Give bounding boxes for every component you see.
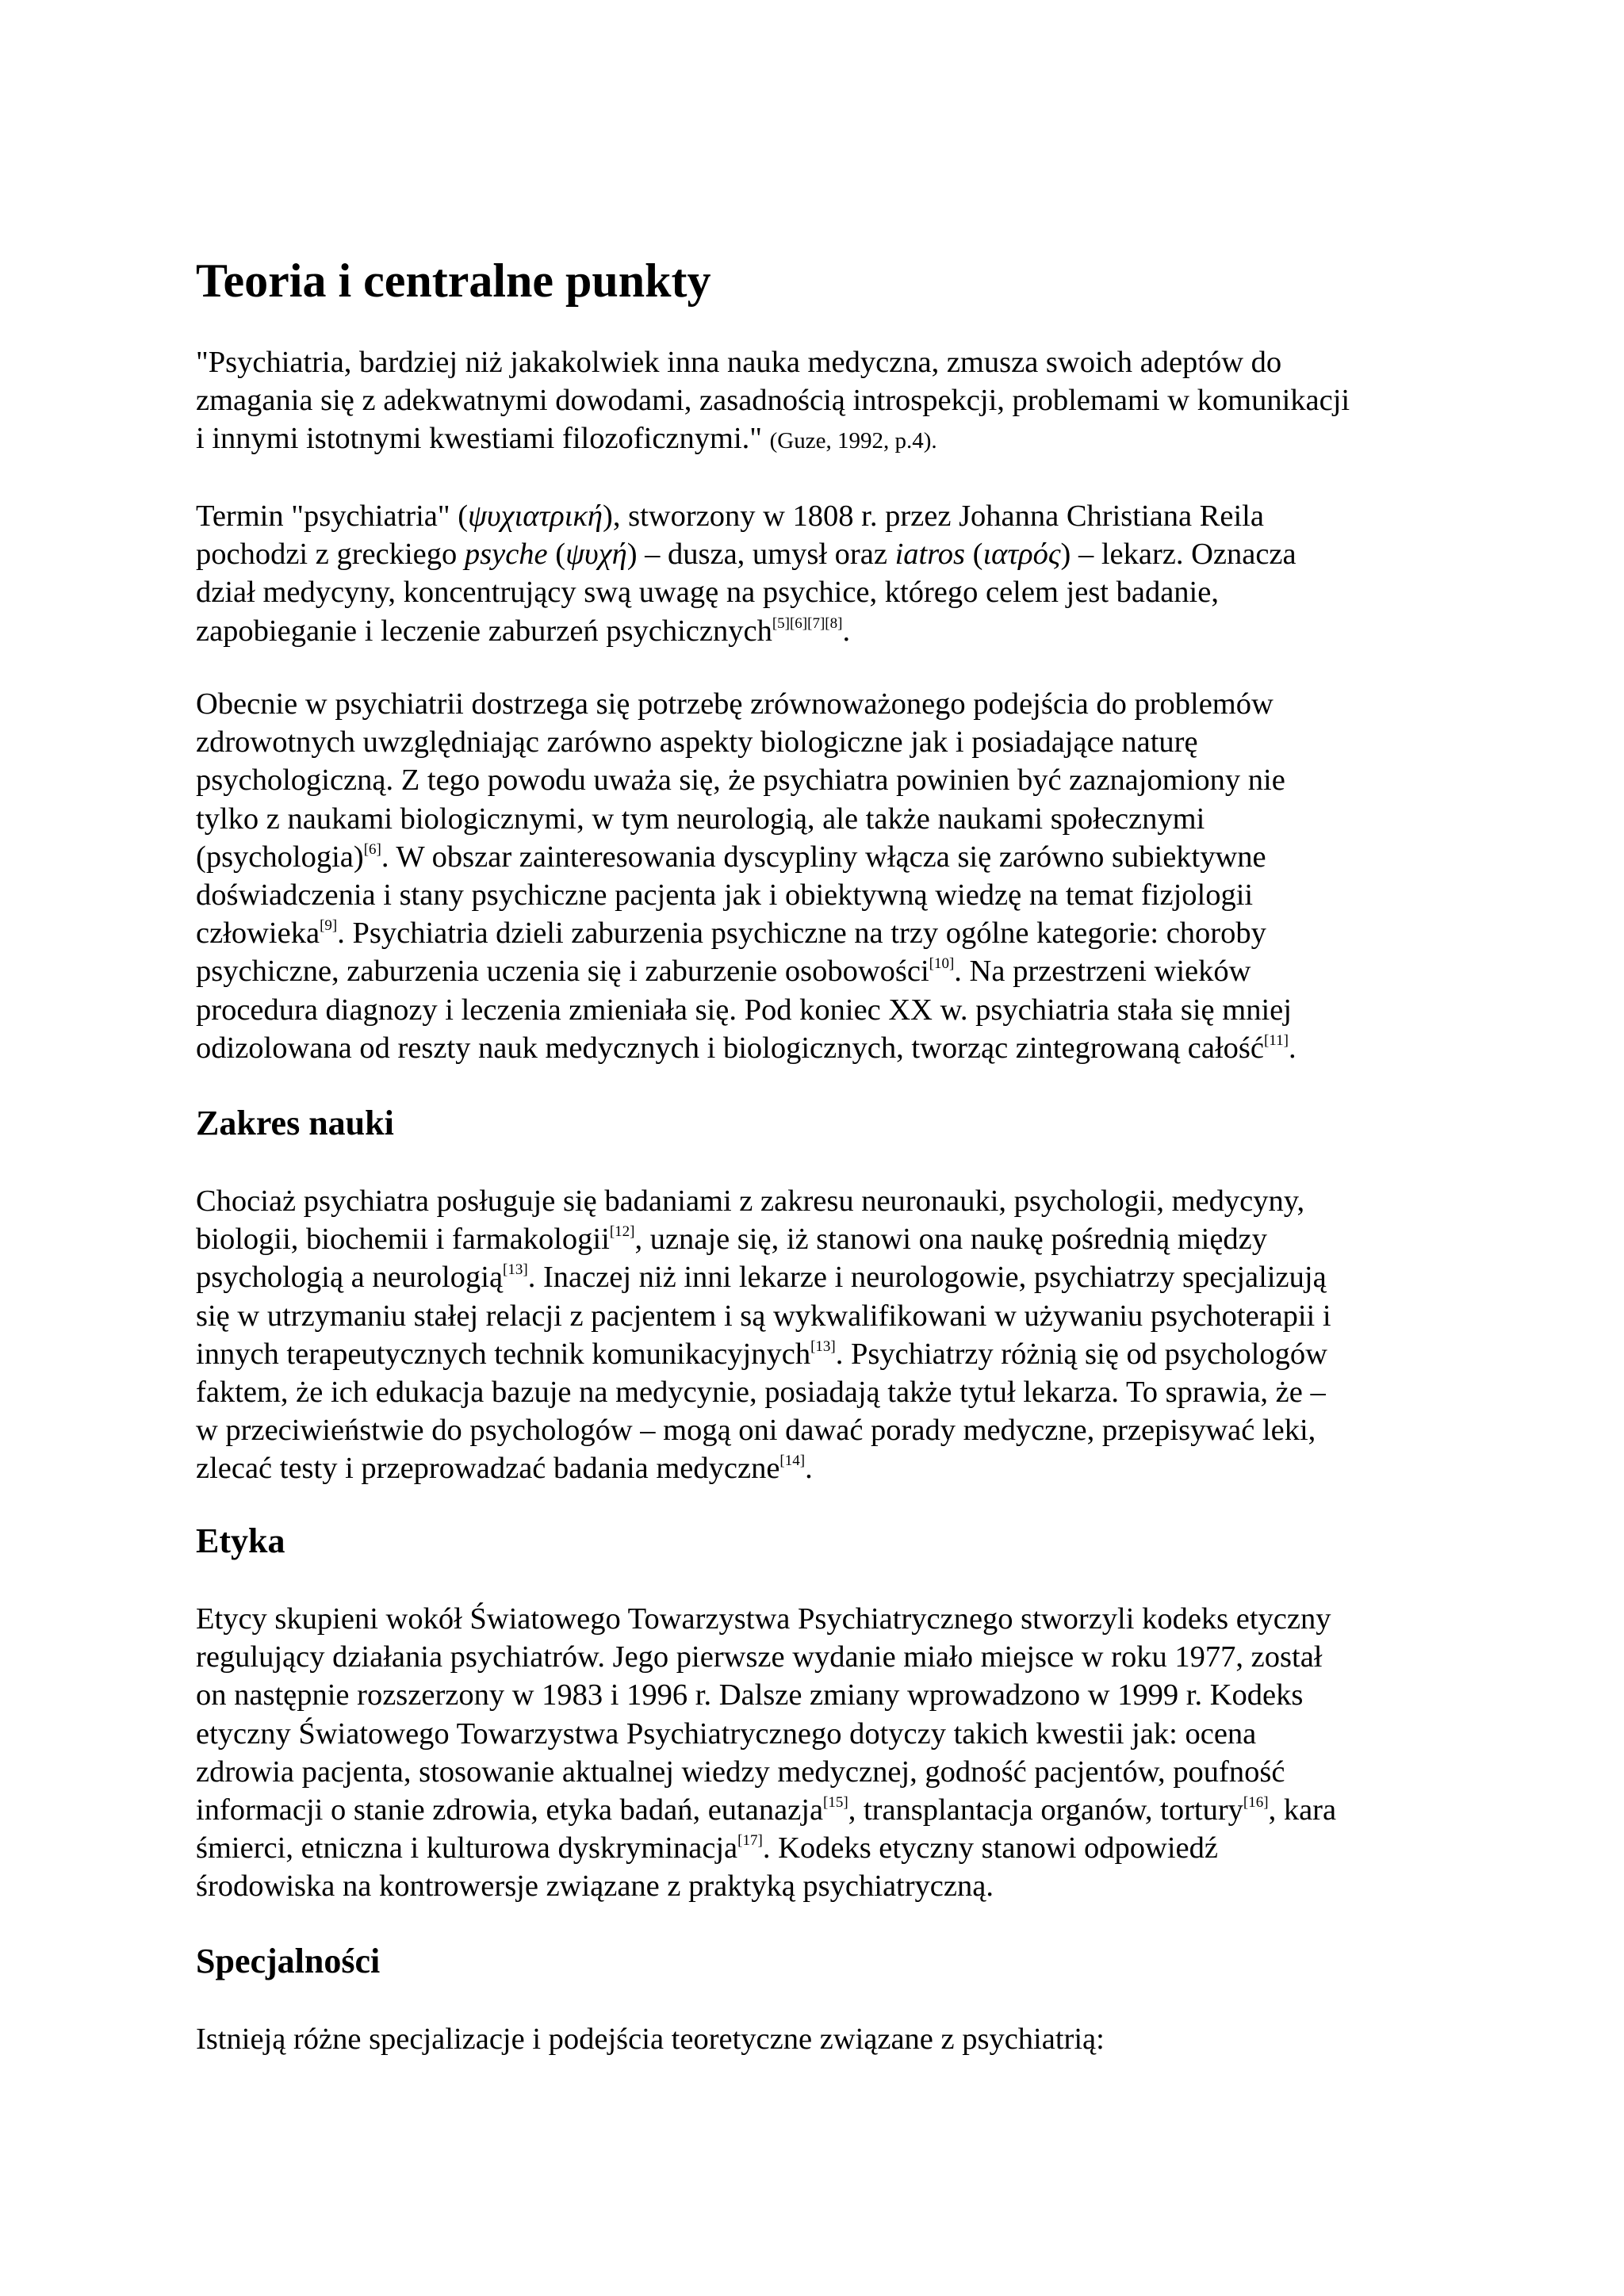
text-run: człowieka (196, 916, 320, 951)
term-paragraph (196, 497, 1449, 650)
text-line: "Psychiatria, bardziej niż jakakolwiek inna nauka medyczna, zmusza swoich adeptów do (196, 346, 1282, 379)
text-run: . (842, 614, 851, 648)
text-line: zdrowotnych uwzględniając zarówno aspekty biologiczne jak i posiadające naturę (196, 725, 1198, 760)
text-run: odizolowana od reszty nauk medycznych i biologicznych, tworząc zintegrowaną całość (196, 1031, 1264, 1065)
text-line: Obecnie w psychiatrii dostrzega się potrzebę zrównoważonego podejścia do problemów (196, 687, 1274, 721)
text-run: , transplantacja organów, tortury (848, 1793, 1243, 1827)
text-line (196, 612, 1449, 650)
reference-link[interactable]: [11] (1263, 1031, 1289, 1049)
text-line (196, 535, 1449, 573)
citation: (Guze, 1992, p.4) (769, 428, 932, 454)
reference-link[interactable]: [15] (823, 1794, 848, 1812)
section-heading-specjalnosci: Specjalności (196, 1942, 381, 1980)
reference-link[interactable]: [16] (1243, 1794, 1269, 1812)
text-run: ( (547, 538, 566, 572)
text-line: Istnieją różne specjalizacje i podejścia teoretyczne związane z psychiatrią: (196, 2022, 1105, 2056)
text-run: innych terapeutycznych technik komunikacyjnych (196, 1337, 811, 1371)
text-line: psychologiczną. Z tego powodu uważa się, że psychiatra powinien być zaznajomiony nie (196, 763, 1285, 798)
reference-link[interactable]: [13] (810, 1337, 836, 1355)
reference-link[interactable]: [14] (779, 1452, 806, 1470)
text-run: ) – lekarz. Oznacza (1060, 538, 1297, 572)
text-run: ( (965, 538, 983, 572)
text-line: faktem, że ich edukacja bazuje na medycynie, posiadają także tytuł lekarza. To sprawia, że – (196, 1376, 1326, 1410)
text-line (196, 1335, 1449, 1373)
text-run: , kara (1268, 1793, 1337, 1827)
text-line: w przeciwieństwie do psychologów – mogą oni dawać porady medyczne, przepisywać leki, (196, 1414, 1316, 1448)
text-line: dział medycyny, koncentrujący swą uwagę na psychice, którego celem jest badanie, (196, 576, 1219, 610)
text-run: informacji o stanie zdrowia, etyka badań, eutanazja (196, 1793, 824, 1827)
text-line (196, 1220, 1449, 1258)
specialties-paragraph (196, 2020, 1449, 2058)
text-run: zapobieganie i leczenie zaburzeń psychicznych (196, 614, 772, 648)
ethics-paragraph (196, 1600, 1449, 1906)
citation-end: . (931, 428, 937, 454)
text-run: ), stworzony w 1808 r. przez Johanna Christiana Reila (603, 499, 1264, 533)
text-line: zdrowia pacjenta, stosowanie aktualnej wiedzy medycznej, godność pacjentów, poufność (196, 1755, 1285, 1789)
term-psyche: psyche (464, 538, 548, 572)
text-run: Termin "psychiatria" ( (196, 499, 469, 533)
text-line: doświadczenia i stany psychiczne pacjenta jak i obiektywną wiedzę na temat fizjologii (196, 878, 1254, 913)
text-run: . Na przestrzeni wieków (954, 955, 1251, 989)
text-line: Etycy skupieni wokół Światowego Towarzystwa Psychiatrycznego stworzyli kodeks etyczny (196, 1602, 1331, 1636)
text-line (196, 838, 1449, 876)
text-line: procedura diagnozy i leczenia zmieniała się. Pod koniec XX w. psychiatria stała się mniej (196, 993, 1292, 1027)
reference-link[interactable]: [13] (503, 1261, 528, 1279)
section-heading-etyka: Etyka (196, 1521, 285, 1560)
reference-link[interactable]: [10] (929, 955, 955, 973)
text-line: etyczny Światowego Towarzystwa Psychiatrycznego dotyczy takich kwestii jak: ocena (196, 1716, 1257, 1751)
greek-term: ψυχή (565, 538, 627, 572)
text-run: . (1288, 1031, 1297, 1065)
reference-link[interactable]: [5][6][7][8] (772, 614, 843, 632)
text-line (196, 1829, 1449, 1867)
text-line (196, 1449, 1449, 1487)
greek-term: ψυχιατρική (468, 499, 603, 533)
text-line: zmagania się z adekwatnymi dowodami, zasadnością introspekcji, problemami w komunikacji (196, 384, 1350, 418)
text-run: zlecać testy i przeprowadzać badania medyczne (196, 1452, 780, 1486)
greek-term: ιατρός (982, 538, 1061, 572)
text-run: śmierci, etniczna i kulturowa dyskryminacja (196, 1831, 738, 1866)
text-run: ) – dusza, umysł oraz (626, 538, 895, 572)
text-run: psychologią a neurologią (196, 1261, 504, 1295)
text-run: . (805, 1452, 813, 1486)
quote-text: i innymi istotnymi kwestiami filozoficznymi." (196, 422, 770, 456)
text-line (196, 914, 1449, 952)
reference-link[interactable]: [17] (737, 1832, 763, 1850)
text-run: psychiczne, zaburzenia uczenia się i zaburzenie osobowości (196, 955, 929, 989)
reference-link[interactable]: [6] (363, 840, 381, 858)
text-line: środowiska na kontrowersje związane z praktyką psychiatryczną. (196, 1869, 994, 1904)
reference-link[interactable]: [9] (320, 917, 338, 935)
text-line (196, 1791, 1449, 1829)
text-run: . Psychiatria dzieli zaburzenia psychiczne na trzy ogólne kategorie: choroby (337, 916, 1266, 951)
scope-paragraph (196, 1182, 1449, 1488)
text-run: , uznaje się, iż stanowi ona naukę pośrednią między (634, 1223, 1268, 1257)
overview-paragraph (196, 685, 1449, 1067)
page-title: Teoria i centralne punkty (196, 254, 711, 307)
text-line: Chociaż psychiatra posługuje się badaniami z zakresu neuronauki, psychologii, medycyny, (196, 1184, 1305, 1218)
text-line (196, 1029, 1449, 1067)
term-iatros: iatros (894, 538, 965, 572)
text-line (196, 419, 1449, 460)
text-line: on następnie rozszerzony w 1983 i 1996 r. Dalsze zmiany wprowadzono w 1999 r. Kodeks (196, 1678, 1304, 1712)
text-run: . W obszar zainteresowania dyscypliny włącza się zarówno subiektywne (381, 840, 1266, 874)
text-line (196, 952, 1449, 990)
text-line (196, 1258, 1449, 1296)
text-run: . Psychiatrzy różnią się od psychologów (835, 1337, 1327, 1371)
text-line: się w utrzymaniu stałej relacji z pacjentem i są wykwalifikowani w używaniu psychoterapii i (196, 1299, 1331, 1333)
text-run: . Kodeks etyczny stanowi odpowiedź (762, 1831, 1218, 1866)
text-run: . Inaczej niż inni lekarze i neurologowie, psychiatrzy specjalizują (527, 1261, 1327, 1295)
text-run: (psychologia) (196, 840, 364, 874)
section-heading-zakres: Zakres nauki (196, 1104, 394, 1142)
intro-quote-paragraph (196, 343, 1449, 461)
text-line: tylko z naukami biologicznymi, w tym neurologią, ale także naukami społecznymi (196, 802, 1205, 836)
text-line: regulujący działania psychiatrów. Jego pierwsze wydanie miało miejsce w roku 1977, został (196, 1640, 1323, 1674)
text-run: biologii, biochemii i farmakologii (196, 1223, 610, 1257)
text-line (196, 497, 1449, 535)
reference-link[interactable]: [12] (609, 1223, 635, 1241)
text-run: pochodzi z greckiego (196, 538, 465, 572)
